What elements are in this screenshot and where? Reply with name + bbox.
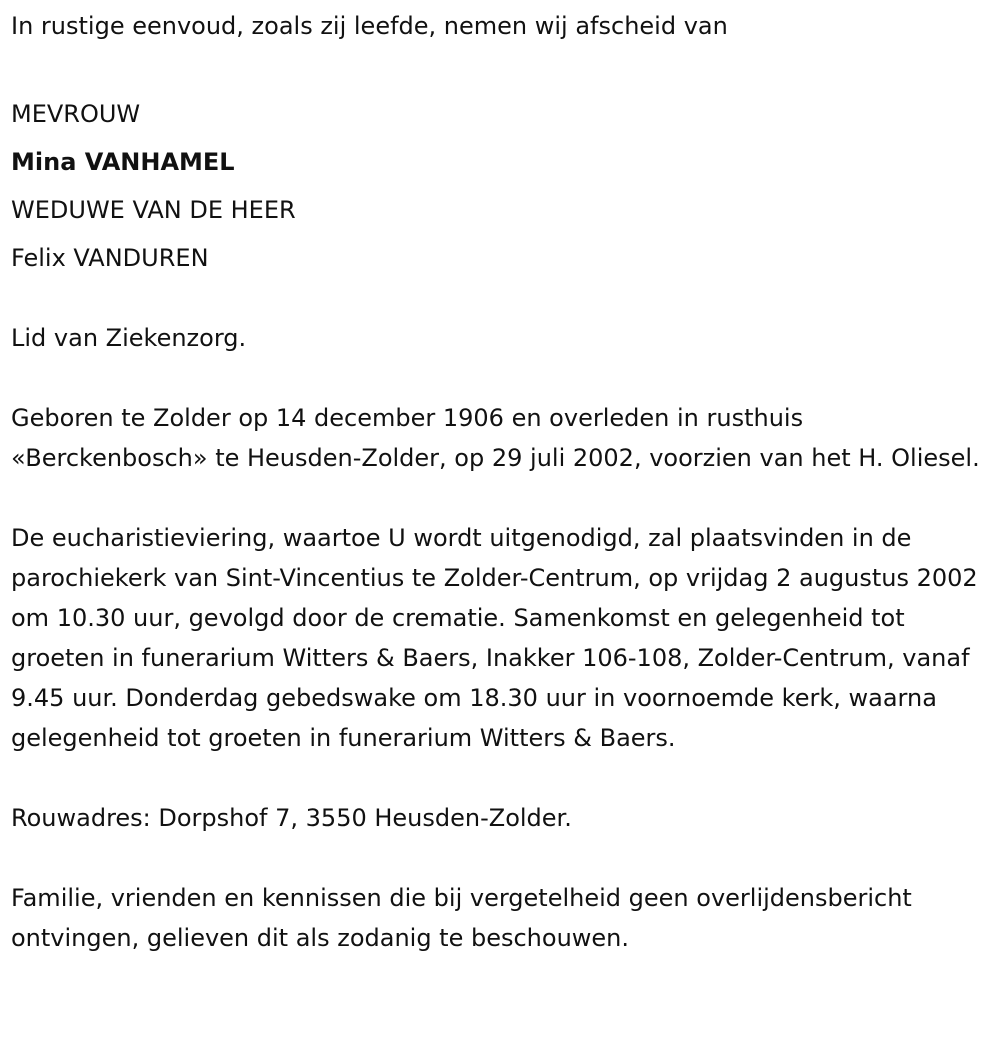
obituary-notice bbox=[11, 6, 996, 958]
deceased-name: Mina VANHAMEL bbox=[11, 148, 235, 176]
spacer bbox=[11, 838, 996, 878]
honorific: MEVROUW bbox=[11, 100, 141, 128]
birth-death-text: Geboren te Zolder op 14 december 1906 en overleden in rusthuis «Berckenbosch» te Heusden-Zolder, op 29 juli 2002, voorzien van het H. Oliesel. bbox=[11, 404, 980, 472]
spacer bbox=[11, 478, 996, 518]
spacer bbox=[11, 46, 996, 86]
name-block bbox=[11, 94, 996, 278]
membership-text: Lid van Ziekenzorg. bbox=[11, 324, 247, 352]
closing-text: Familie, vrienden en kennissen die bij vergetelheid geen overlijdensbericht ontvingen, gelieven dit als zodanig te beschouwen. bbox=[11, 884, 912, 952]
intro-text: In rustige eenvoud, zoals zij leefde, nemen wij afscheid van bbox=[11, 12, 728, 40]
spacer bbox=[11, 278, 996, 318]
ceremony-text: De eucharistieviering, waartoe U wordt uitgenodigd, zal plaatsvinden in de parochiekerk van Sint-Vincentius te Zolder-Centrum, op vrijdag 2 augustus 2002 om 10.30 uur, gevolgd door de crematie. Samenkomst en gelegenheid tot groeten in funerarium Witters & Baers, Inakker 106-108, Zolder-Centrum, vanaf 9.45 uur. Donderdag gebedswake om 18.30 uur in voornoemde kerk, waarna gelegenheid tot groeten in funerarium Witters & Baers. bbox=[11, 524, 978, 752]
spacer bbox=[11, 758, 996, 798]
spacer bbox=[11, 358, 996, 398]
spouse-name: Felix VANDUREN bbox=[11, 244, 209, 272]
address-text: Rouwadres: Dorpshof 7, 3550 Heusden-Zolder. bbox=[11, 804, 572, 832]
widow-of-label: WEDUWE VAN DE HEER bbox=[11, 196, 296, 224]
